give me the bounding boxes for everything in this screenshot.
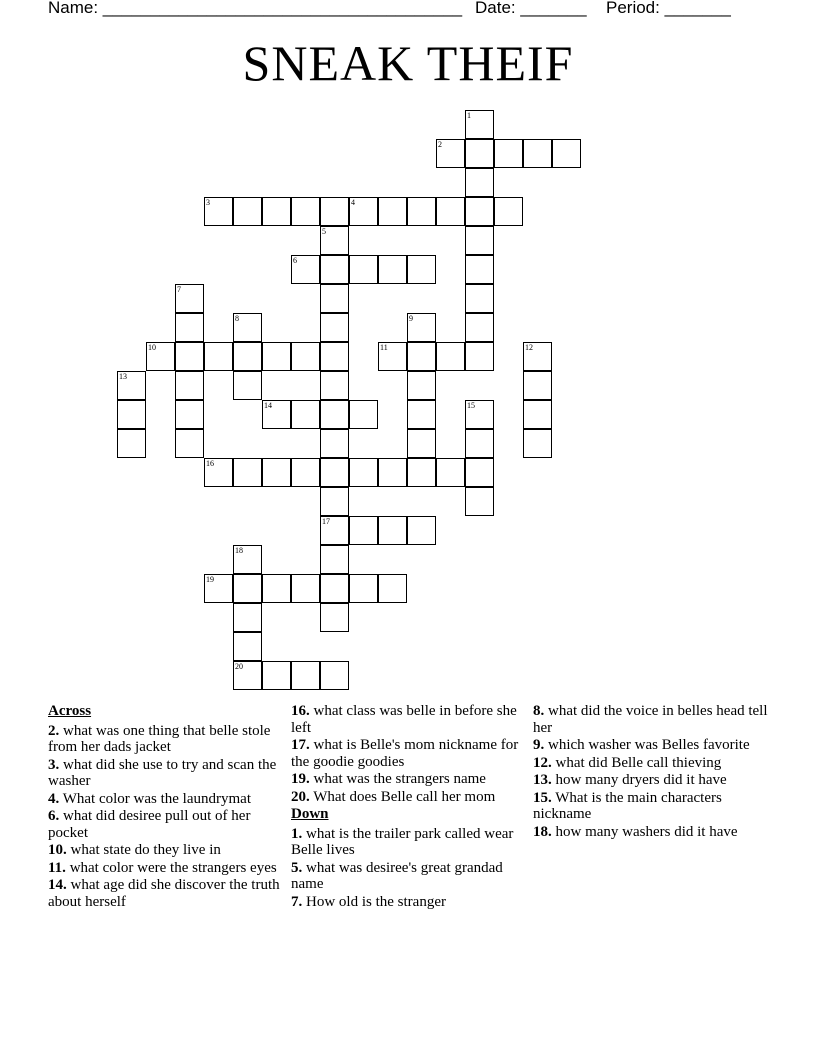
clue-number: 14: [264, 401, 272, 410]
grid-cell[interactable]: [407, 458, 436, 487]
grid-cell[interactable]: [204, 342, 233, 371]
clue-number: 13: [119, 372, 127, 381]
clue-number: 18: [235, 546, 243, 555]
clue-number: 19: [206, 575, 214, 584]
grid-cell[interactable]: [407, 400, 436, 429]
grid-cell[interactable]: [465, 110, 494, 139]
clue-item: [48, 877, 288, 910]
grid-cell[interactable]: [320, 226, 349, 255]
grid-cell[interactable]: [117, 400, 146, 429]
clue-text: what did desiree pull out of her pocket: [48, 808, 251, 841]
clue-item: [291, 737, 523, 770]
clue-item: [48, 757, 288, 790]
grid-cell[interactable]: [204, 197, 233, 226]
clue-number-label: 19.: [291, 771, 310, 787]
grid-cell[interactable]: [436, 139, 465, 168]
grid-cell[interactable]: [233, 371, 262, 400]
clue-item: [291, 826, 523, 859]
puzzle-title: SNEAK THEIF: [242, 35, 574, 91]
grid-cell[interactable]: [233, 342, 262, 371]
clue-item: [291, 789, 523, 806]
clue-number: 7: [177, 285, 181, 294]
grid-cell[interactable]: [378, 458, 407, 487]
clues-column-2: [291, 703, 523, 911]
clue-text: what is Belle's mom nickname for the goodie goodies: [291, 737, 519, 770]
clue-number: 17: [322, 517, 330, 526]
grid-cell[interactable]: [262, 400, 291, 429]
grid-cell[interactable]: [175, 342, 204, 371]
grid-cell[interactable]: [175, 429, 204, 458]
grid-cell[interactable]: [262, 458, 291, 487]
grid-cell[interactable]: [407, 342, 436, 371]
grid-cell[interactable]: [233, 545, 262, 574]
grid-cell[interactable]: [407, 255, 436, 284]
grid-cell[interactable]: [233, 197, 262, 226]
grid-cell[interactable]: [175, 371, 204, 400]
clue-number: 10: [148, 343, 156, 352]
grid-cell[interactable]: [291, 661, 320, 690]
grid-cell[interactable]: [523, 429, 552, 458]
grid-cell[interactable]: [233, 458, 262, 487]
grid-cell[interactable]: [320, 545, 349, 574]
clue-text: what was one thing that belle stole from her dads jacket: [48, 722, 271, 755]
grid-cell[interactable]: [233, 661, 262, 690]
grid-cell[interactable]: [349, 255, 378, 284]
grid-cell[interactable]: [204, 458, 233, 487]
grid-cell[interactable]: [262, 197, 291, 226]
clue-text: what state do they live in: [66, 842, 221, 858]
clue-number-label: 9.: [533, 737, 545, 753]
clue-number: 5: [322, 227, 326, 236]
grid-cell[interactable]: [262, 342, 291, 371]
grid-cell[interactable]: [291, 342, 320, 371]
grid-cell[interactable]: [407, 516, 436, 545]
date-field-label: Date: _______: [475, 0, 587, 17]
grid-cell[interactable]: [523, 400, 552, 429]
down-clue-list: [291, 826, 523, 911]
grid-cell[interactable]: [349, 197, 378, 226]
grid-cell[interactable]: [117, 371, 146, 400]
clue-text: What does Belle call her mom: [309, 788, 496, 805]
grid-cell[interactable]: [349, 574, 378, 603]
grid-cell[interactable]: [233, 632, 262, 661]
grid-cell[interactable]: [465, 168, 494, 197]
clue-text: what was desiree's great grandad name: [291, 859, 503, 892]
clue-number-label: 1.: [291, 825, 303, 842]
clue-number-label: 12.: [533, 754, 552, 771]
clue-text: what age did she discover the truth about herself: [48, 877, 280, 910]
grid-cell[interactable]: [378, 255, 407, 284]
clue-number-label: 13.: [533, 772, 552, 788]
clue-text: What is the main characters nickname: [533, 789, 722, 822]
grid-cell[interactable]: [320, 516, 349, 545]
grid-cell[interactable]: [349, 400, 378, 429]
clue-text: what did the voice in belles head tell her: [533, 703, 768, 736]
clue-text: how many dryers did it have: [551, 772, 727, 788]
clue-number: 9: [409, 314, 413, 323]
clue-number-label: 6.: [48, 808, 60, 824]
grid-cell[interactable]: [320, 371, 349, 400]
clue-item: [533, 755, 768, 772]
grid-cell[interactable]: [204, 574, 233, 603]
grid-cell[interactable]: [523, 139, 552, 168]
grid-cell[interactable]: [523, 371, 552, 400]
clue-number: 8: [235, 314, 239, 323]
grid-cell[interactable]: [465, 226, 494, 255]
grid-cell[interactable]: [465, 255, 494, 284]
grid-cell[interactable]: [175, 313, 204, 342]
grid-cell[interactable]: [494, 197, 523, 226]
grid-cell[interactable]: [262, 574, 291, 603]
grid-cell[interactable]: [465, 313, 494, 342]
grid-cell[interactable]: [320, 400, 349, 429]
clue-item: [533, 824, 768, 841]
clue-number-label: 2.: [48, 722, 60, 739]
grid-cell[interactable]: [465, 139, 494, 168]
grid-cell[interactable]: [320, 197, 349, 226]
clue-number-label: 15.: [533, 789, 552, 806]
grid-cell[interactable]: [349, 458, 378, 487]
clue-text: what class was belle in before she left: [291, 703, 517, 736]
grid-cell[interactable]: [175, 284, 204, 313]
clue-number: 15: [467, 401, 475, 410]
clue-item: [48, 842, 288, 859]
clue-text: what did she use to try and scan the washer: [48, 756, 277, 789]
clue-number-label: 5.: [291, 859, 303, 876]
grid-cell[interactable]: [465, 342, 494, 371]
clue-number: 6: [293, 256, 297, 265]
clue-number: 12: [525, 343, 533, 352]
clue-number: 16: [206, 459, 214, 468]
grid-cell[interactable]: [291, 197, 320, 226]
grid-cell[interactable]: [320, 574, 349, 603]
clue-number-label: 4.: [48, 790, 60, 807]
grid-cell[interactable]: [523, 342, 552, 371]
grid-cell[interactable]: [407, 313, 436, 342]
clue-number-label: 7.: [291, 893, 303, 910]
grid-cell[interactable]: [117, 429, 146, 458]
period-field-label: Period: _______: [606, 0, 731, 17]
clue-text: what color were the strangers eyes: [65, 859, 277, 876]
grid-cell[interactable]: [291, 574, 320, 603]
grid-cell[interactable]: [494, 139, 523, 168]
grid-cell[interactable]: [407, 371, 436, 400]
clue-item: [48, 808, 288, 841]
grid-cell[interactable]: [146, 342, 175, 371]
grid-cell[interactable]: [465, 400, 494, 429]
grid-cell[interactable]: [175, 400, 204, 429]
clue-number: 11: [380, 343, 388, 352]
across-clue-list: [48, 723, 288, 911]
clue-number-label: 11.: [48, 859, 66, 876]
grid-cell[interactable]: [233, 603, 262, 632]
clue-item: [291, 860, 523, 893]
grid-cell[interactable]: [320, 284, 349, 313]
clue-item: [48, 860, 288, 877]
grid-cell[interactable]: [320, 661, 349, 690]
grid-cell[interactable]: [291, 400, 320, 429]
clue-number-label: 16.: [291, 703, 310, 719]
across-heading: Across: [48, 703, 92, 719]
clue-text: what was the strangers name: [309, 771, 486, 787]
down-clue-list-continued: [533, 703, 768, 840]
grid-cell[interactable]: [378, 342, 407, 371]
grid-cell[interactable]: [378, 197, 407, 226]
clue-number-label: 8.: [533, 703, 545, 719]
clue-item: [291, 703, 523, 736]
clues-column-3: [533, 703, 768, 841]
clue-item: [533, 772, 768, 789]
grid-cell[interactable]: [320, 342, 349, 371]
clue-text: What color was the laundrymat: [59, 790, 251, 807]
clue-text: what did Belle call thieving: [551, 754, 722, 771]
clue-number: 1: [467, 111, 471, 120]
grid-cell[interactable]: [349, 516, 378, 545]
grid-cell[interactable]: [320, 429, 349, 458]
clue-number-label: 10.: [48, 842, 67, 858]
clue-number-label: 3.: [48, 756, 60, 773]
grid-cell[interactable]: [436, 197, 465, 226]
grid-cell[interactable]: [465, 197, 494, 226]
clue-item: [291, 894, 523, 911]
grid-cell[interactable]: [233, 313, 262, 342]
clue-text: which washer was Belles favorite: [544, 737, 750, 753]
clue-number: 2: [438, 140, 442, 149]
down-heading: Down: [291, 806, 329, 822]
clue-item: [533, 790, 768, 823]
grid-cell[interactable]: [407, 197, 436, 226]
grid-cell[interactable]: [320, 313, 349, 342]
name-field-label: Name: ______________________________________: [48, 0, 463, 17]
grid-cell[interactable]: [320, 487, 349, 516]
grid-cell[interactable]: [320, 603, 349, 632]
clue-text: How old is the stranger: [302, 893, 446, 910]
grid-cell[interactable]: [465, 487, 494, 516]
clue-number-label: 17.: [291, 737, 310, 753]
grid-cell[interactable]: [465, 284, 494, 313]
grid-cell[interactable]: [378, 516, 407, 545]
clues-column-1: [48, 703, 288, 911]
clue-item: [48, 791, 288, 808]
across-clue-list-continued: [291, 703, 523, 805]
clue-item: [533, 703, 768, 736]
grid-cell[interactable]: [291, 458, 320, 487]
grid-cell[interactable]: [291, 255, 320, 284]
grid-cell[interactable]: [378, 574, 407, 603]
grid-cell[interactable]: [233, 574, 262, 603]
clue-text: how many washers did it have: [551, 823, 738, 840]
clue-text: what is the trailer park called wear Belle lives: [291, 825, 514, 858]
clue-number: 3: [206, 198, 210, 207]
clue-item: [48, 723, 288, 756]
grid-cell[interactable]: [320, 255, 349, 284]
clue-number-label: 20.: [291, 788, 310, 805]
clue-number-label: 18.: [533, 823, 552, 840]
grid-cell[interactable]: [465, 429, 494, 458]
clue-number: 4: [351, 198, 355, 207]
grid-cell[interactable]: [436, 342, 465, 371]
clue-number: 20: [235, 662, 243, 671]
grid-cell[interactable]: [262, 661, 291, 690]
grid-cell[interactable]: [436, 458, 465, 487]
clue-item: [291, 771, 523, 788]
clue-item: [533, 737, 768, 754]
grid-cell[interactable]: [465, 458, 494, 487]
grid-cell[interactable]: [320, 458, 349, 487]
grid-cell[interactable]: [407, 429, 436, 458]
grid-cell[interactable]: [552, 139, 581, 168]
clue-number-label: 14.: [48, 877, 67, 893]
